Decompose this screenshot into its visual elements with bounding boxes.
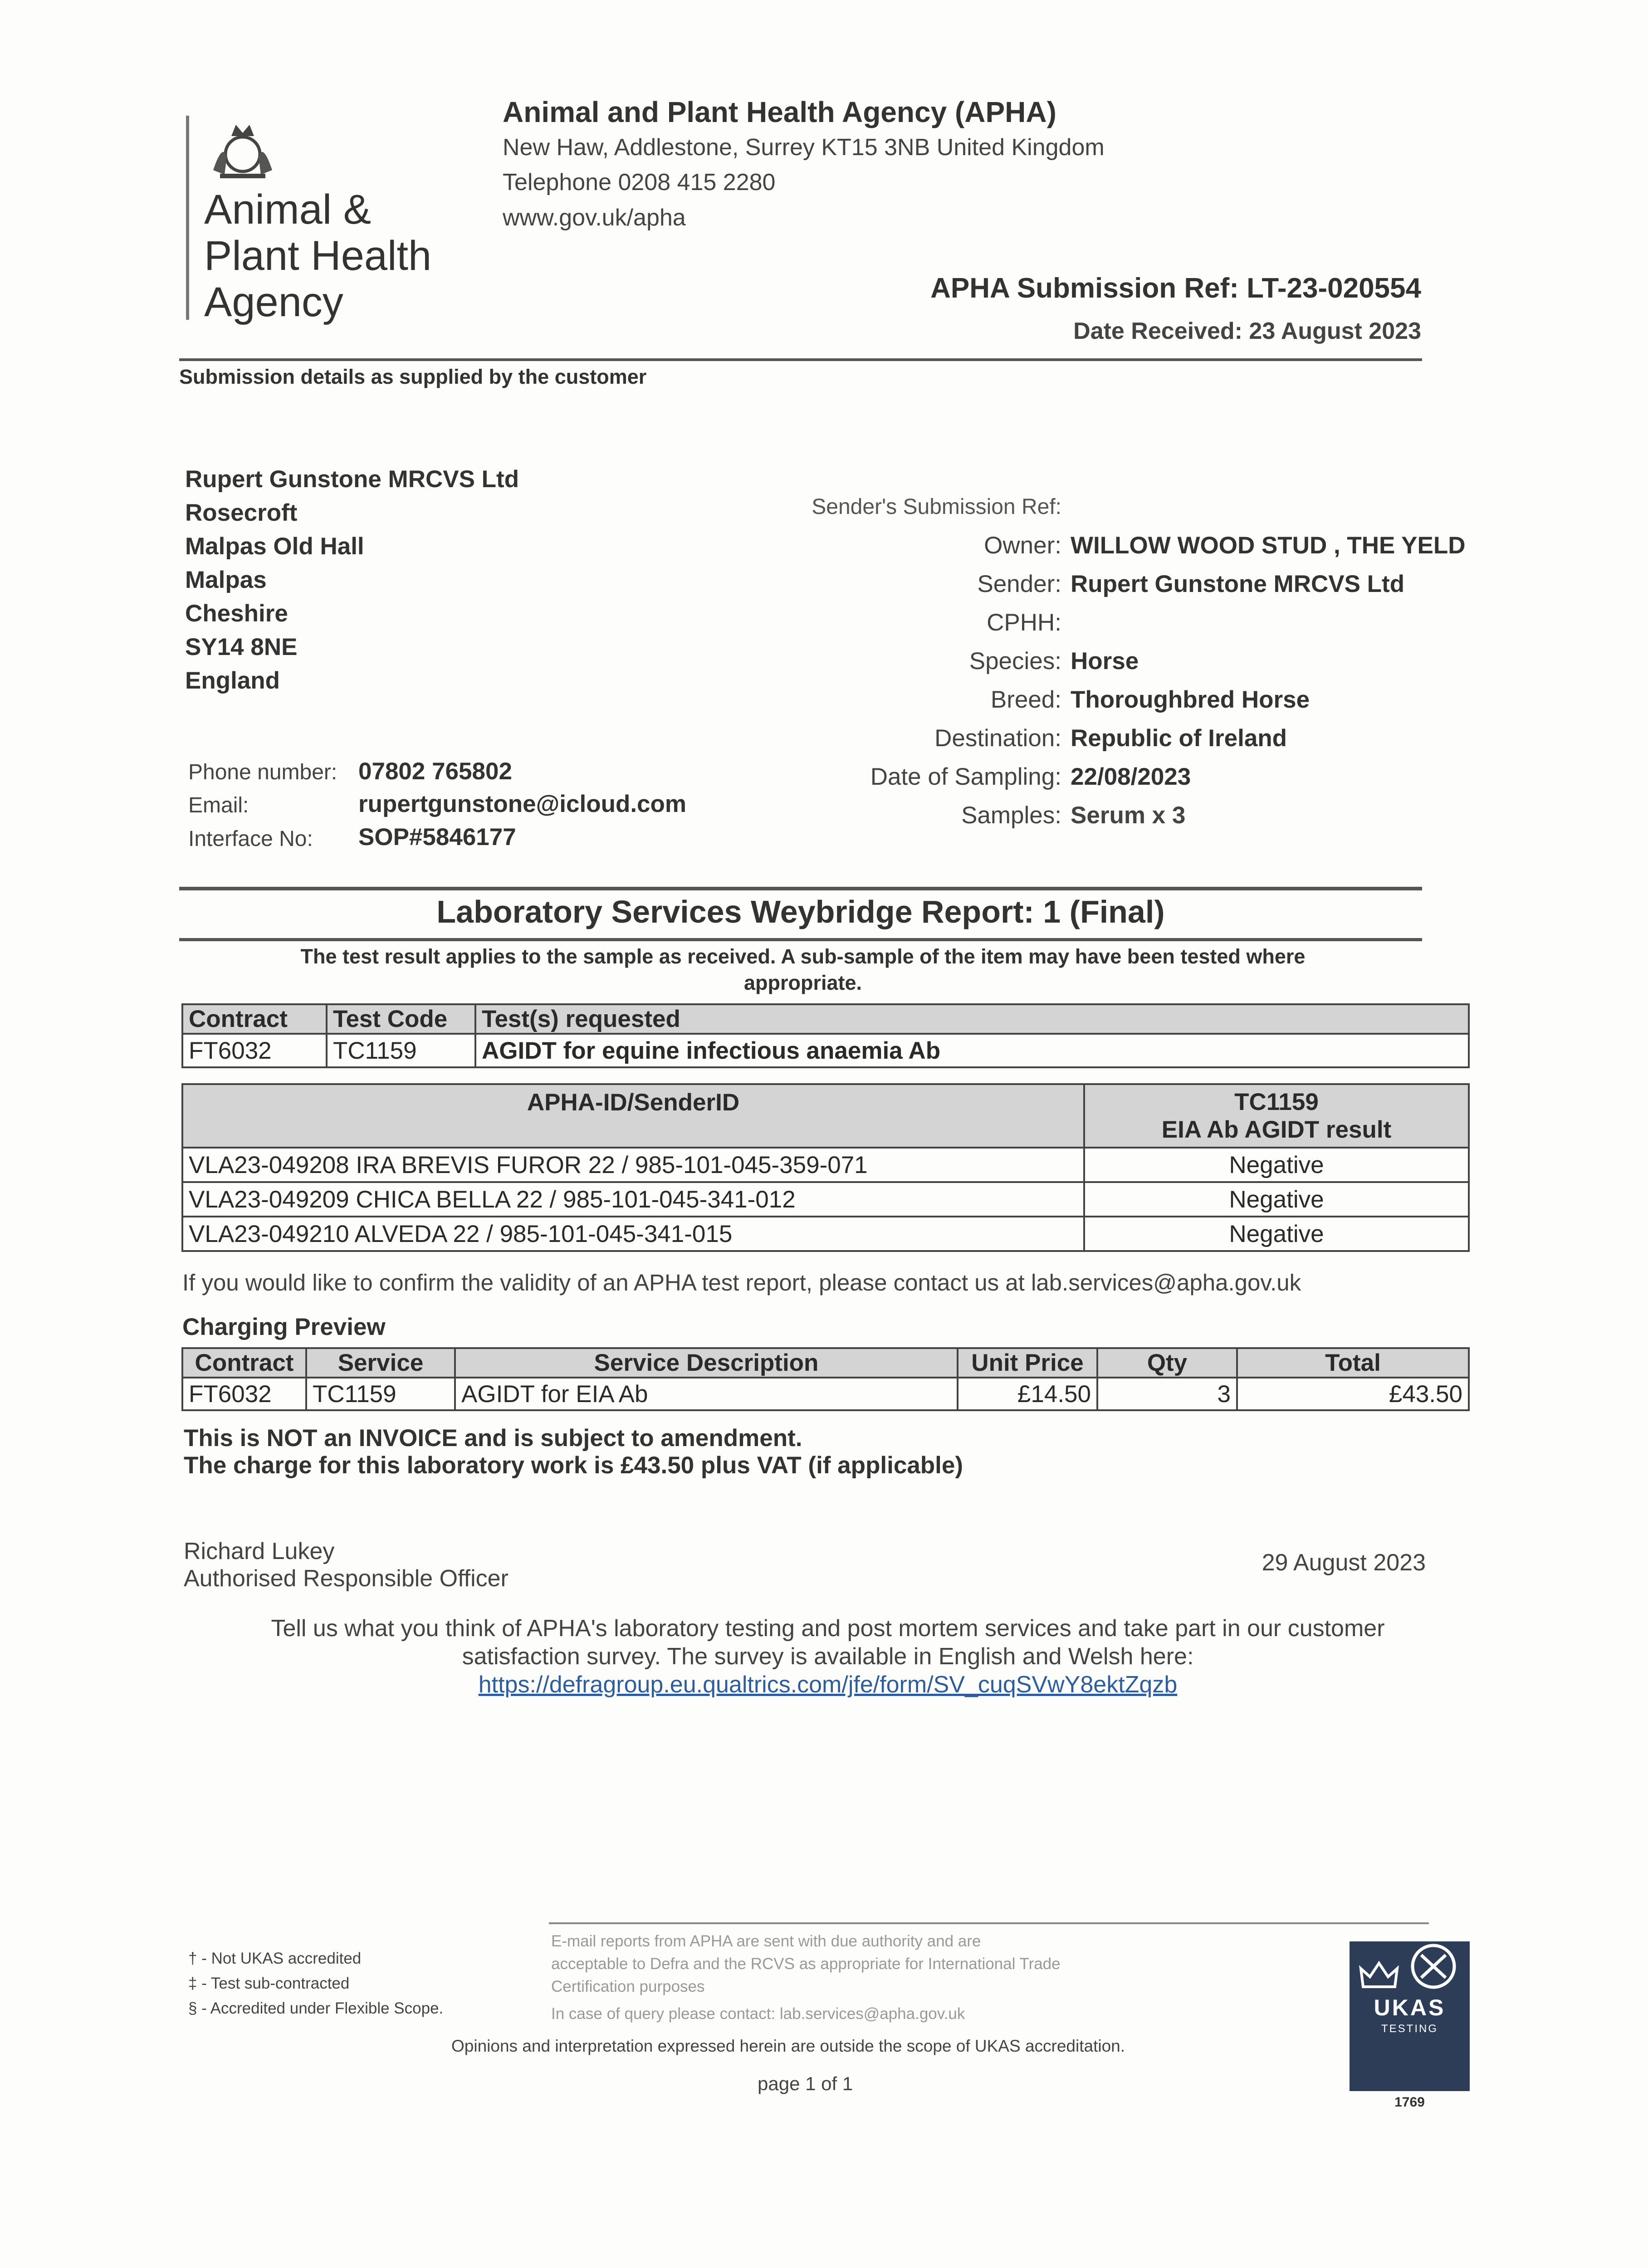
table-row <box>182 1217 1469 1251</box>
ukas-number: 1769 <box>1394 2095 1425 2110</box>
sample-result: Negative <box>1084 1148 1469 1182</box>
legend-item: † - Not UKAS accredited <box>188 1950 362 1967</box>
col-header: Service <box>306 1348 455 1378</box>
table-cell: TC1159 <box>306 1378 455 1410</box>
address-line: Rupert Gunstone MRCVS Ltd <box>185 466 519 493</box>
col-header-result <box>1084 1084 1469 1148</box>
detail-row <box>708 719 1466 758</box>
result-label: EIA Ab AGIDT result <box>1161 1116 1392 1143</box>
result-code: TC1159 <box>1234 1089 1319 1115</box>
header-rule <box>179 358 1422 361</box>
email-note-line: In case of query please contact: lab.services@apha.gov.uk <box>551 2005 965 2023</box>
signoff-role: Authorised Responsible Officer <box>184 1565 509 1592</box>
col-header: Test Code <box>327 1004 475 1034</box>
results-table <box>181 1083 1470 1252</box>
detail-value: Thoroughbred Horse <box>1071 686 1310 713</box>
agency-phone: Telephone 0208 415 2280 <box>503 169 776 196</box>
email-label: Email: <box>188 793 249 817</box>
agency-web: www.gov.uk/apha <box>503 205 686 231</box>
royal-crest-icon <box>204 120 281 186</box>
tests-table <box>181 1003 1470 1068</box>
report-rule-bottom <box>179 938 1422 941</box>
legend-item: ‡ - Test sub-contracted <box>188 1975 350 1992</box>
footer-legend <box>188 1946 443 2021</box>
col-header-id: APHA-ID/SenderID <box>182 1084 1084 1148</box>
agency-name: Animal and Plant Health Agency (APHA) <box>503 96 1056 128</box>
submission-ref: APHA Submission Ref: LT-23-020554 <box>930 273 1421 304</box>
sample-details <box>708 488 1466 835</box>
detail-value: WILLOW WOOD STUD , THE YELD <box>1071 532 1466 559</box>
address-line: Rosecroft <box>185 499 298 526</box>
detail-value: Serum x 3 <box>1071 802 1186 829</box>
footer-rule <box>549 1922 1429 1924</box>
charging-table <box>181 1347 1470 1411</box>
detail-value <box>1061 488 1071 526</box>
table-cell: £14.50 <box>958 1378 1097 1410</box>
sample-result: Negative <box>1084 1217 1469 1251</box>
report-title: Laboratory Services Weybridge Report: 1 (Final) <box>436 894 1165 929</box>
survey-link[interactable]: https://defragroup.eu.qualtrics.com/jfe/form/SV_cuqSVwY8ektZqzb <box>478 1672 1178 1698</box>
address-line: Malpas <box>185 567 267 593</box>
address-line: Malpas Old Hall <box>185 533 364 560</box>
email-note-line: Certification purposes <box>551 1978 705 1995</box>
table-cell: AGIDT for equine infectious anaemia Ab <box>475 1034 1469 1067</box>
detail-label: Sender: <box>977 571 1061 597</box>
table-cell: £43.50 <box>1237 1378 1469 1410</box>
customer-address <box>185 463 519 698</box>
customer-header: Submission details as supplied by the customer <box>179 365 647 388</box>
signoff-date: 29 August 2023 <box>1262 1549 1426 1576</box>
detail-row <box>708 488 1466 526</box>
table-cell: FT6032 <box>182 1378 306 1410</box>
logo-line-1: Animal & <box>204 186 372 233</box>
sample-id: VLA23-049210 ALVEDA 22 / 985-101-045-341-015 <box>182 1217 1084 1251</box>
table-cell: 3 <box>1097 1378 1237 1410</box>
detail-label: Samples: <box>961 802 1061 829</box>
survey-line-1: Tell us what you think of APHA's laboratory testing and post mortem services and take part in our customer <box>271 1615 1385 1642</box>
col-header: Contract <box>182 1348 306 1378</box>
detail-label: CPHH: <box>987 609 1061 636</box>
detail-label: Destination: <box>934 725 1061 752</box>
logo-line-2: Plant Health <box>204 233 432 279</box>
legend-item: § - Accredited under Flexible Scope. <box>188 1999 444 2017</box>
col-header: Unit Price <box>958 1348 1097 1378</box>
detail-row <box>708 565 1466 603</box>
email-value: rupertgunstone@icloud.com <box>358 791 687 817</box>
footer-email-note <box>551 1930 1061 2025</box>
table-cell: FT6032 <box>182 1034 327 1067</box>
survey-line-2: satisfaction survey. The survey is available in English and Welsh here: <box>462 1643 1194 1670</box>
email-note-line: acceptable to Defra and the RCVS as appropriate for International Trade <box>551 1955 1061 1973</box>
table-row <box>182 1034 1469 1067</box>
sample-id: VLA23-049208 IRA BREVIS FUROR 22 / 985-101-045-359-071 <box>182 1148 1084 1182</box>
detail-value: Horse <box>1071 648 1139 675</box>
detail-row <box>708 758 1466 796</box>
detail-row <box>708 642 1466 680</box>
detail-row <box>708 603 1466 642</box>
col-header: Test(s) requested <box>475 1004 1469 1034</box>
ukas-crown-icon <box>1356 1960 1402 1991</box>
charging-title: Charging Preview <box>182 1314 386 1340</box>
phone-label: Phone number: <box>188 760 337 784</box>
ukas-text: UKAS <box>1374 1995 1446 2020</box>
phone-value: 07802 765802 <box>358 758 512 785</box>
date-received: Date Received: 23 August 2023 <box>1073 318 1421 344</box>
sample-result: Negative <box>1084 1182 1469 1217</box>
col-header: Contract <box>182 1004 327 1034</box>
charge-line: The charge for this laboratory work is £43.50 plus VAT (if applicable) <box>184 1452 963 1479</box>
detail-label: Date of Sampling: <box>870 763 1061 790</box>
email-note-line: E-mail reports from APHA are sent with due authority and are <box>551 1932 981 1950</box>
signoff-name: Richard Lukey <box>184 1538 335 1564</box>
report-rule-top <box>179 887 1422 890</box>
table-row <box>182 1148 1469 1182</box>
table-row <box>182 1378 1469 1410</box>
detail-value: Rupert Gunstone MRCVS Ltd <box>1071 571 1405 597</box>
detail-label: Sender's Submission Ref: <box>812 495 1061 519</box>
not-invoice-note: This is NOT an INVOICE and is subject to amendment. <box>184 1425 802 1452</box>
agency-address: New Haw, Addlestone, Surrey KT15 3NB United Kingdom <box>503 134 1105 161</box>
table-cell: AGIDT for EIA Ab <box>455 1378 958 1410</box>
address-line: England <box>185 667 280 694</box>
col-header: Service Description <box>455 1348 958 1378</box>
table-cell: TC1159 <box>327 1034 475 1067</box>
col-header: Total <box>1237 1348 1469 1378</box>
detail-label: Species: <box>969 648 1061 675</box>
table-row <box>182 1182 1469 1217</box>
detail-label: Breed: <box>990 686 1061 713</box>
footer-opinions: Opinions and interpretation expressed herein are outside the scope of UKAS accreditation. <box>451 2037 1125 2055</box>
validity-note: If you would like to confirm the validity of an APHA test report, please contact us at lab.services@apha.gov.uk <box>182 1270 1301 1295</box>
footer-page: page 1 of 1 <box>758 2073 853 2094</box>
logo-line-3: Agency <box>204 279 343 325</box>
interface-label: Interface No: <box>188 827 313 851</box>
detail-label: Owner: <box>984 532 1061 559</box>
logo-divider <box>186 116 189 320</box>
address-line: Cheshire <box>185 600 288 627</box>
detail-value <box>1061 603 1071 642</box>
detail-row <box>708 680 1466 719</box>
interface-value: SOP#5846177 <box>358 824 516 850</box>
detail-row <box>708 796 1466 835</box>
col-header: Qty <box>1097 1348 1237 1378</box>
ukas-sub: TESTING <box>1381 2023 1438 2035</box>
sample-id: VLA23-049209 CHICA BELLA 22 / 985-101-045-341-012 <box>182 1182 1084 1217</box>
detail-row <box>708 526 1466 565</box>
ukas-badge <box>1350 1941 1470 2091</box>
ukas-emblem-icon <box>1404 1941 1463 1991</box>
detail-value: Republic of Ireland <box>1071 725 1287 752</box>
report-note: The test result applies to the sample as received. A sub-sample of the item may have been tested where appropriate. <box>300 945 1306 994</box>
address-line: SY14 8NE <box>185 634 298 660</box>
detail-value: 22/08/2023 <box>1071 763 1191 790</box>
